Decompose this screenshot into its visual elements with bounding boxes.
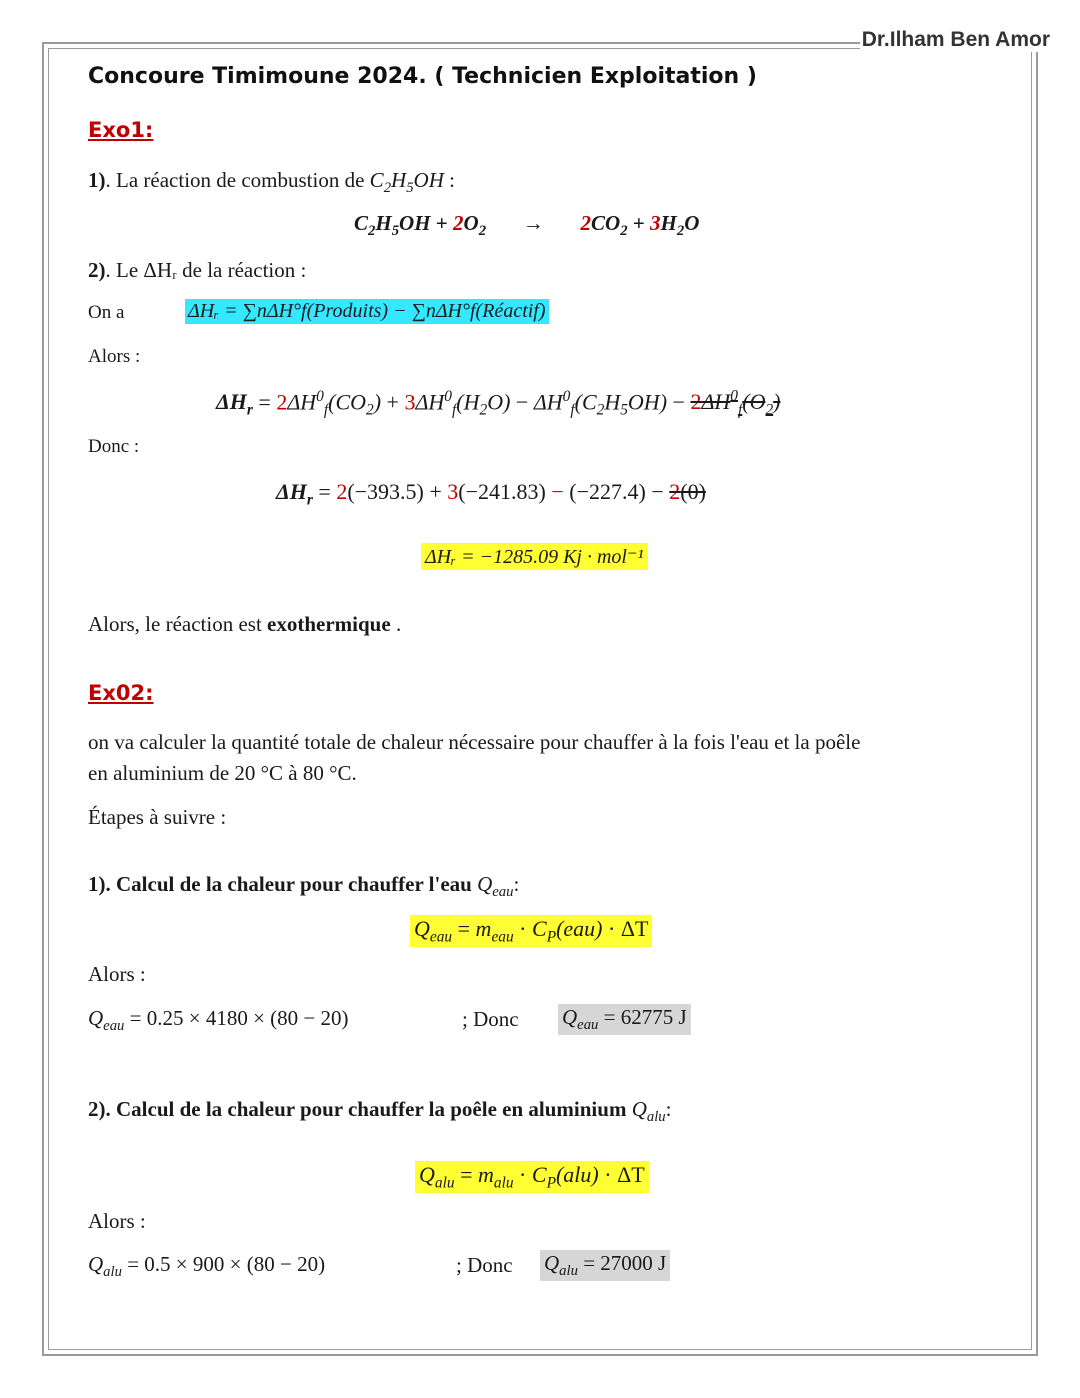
steps-label: Étapes à suivre : (88, 805, 227, 829)
donc-label-2: ; Donc (456, 1253, 513, 1277)
enthalpy-general-formula: ΔHᵣ = ∑nΔH°f(Produits) − ∑nΔH°f(Réactif) (185, 299, 549, 324)
enthalpy-expanded-formula: $\Delta H_r = 2\Delta H^0_f(CO_2) + 3\Delta H^0_f(H_2O) - \Delta H^0_f(C_2H_5OH) - 2\Delta H^0_f(O_2)$ (216, 388, 781, 419)
conclusion-post: . (390, 612, 402, 636)
q-eau-calc: $Q_{eau} = 0.25 \times 4180 \times (80 - 20)$ (88, 1006, 349, 1035)
exo1-conclusion (88, 612, 401, 637)
conclusion-bold: exothermique (267, 612, 391, 636)
author-name: Dr.Ilham Ben Amor (861, 28, 1050, 51)
on-a-label: On a (88, 302, 125, 323)
q1-number: 1) (88, 168, 106, 192)
q1-text: . La réaction de combustion de (105, 168, 370, 192)
q-eau-result-value: = 62775 J (603, 1005, 687, 1029)
donc-label-1: ; Donc (462, 1007, 519, 1031)
q-alu-result-value: = 27000 J (583, 1251, 667, 1275)
q2-number: 2) (88, 258, 106, 282)
step1-heading-text: 1). Calcul de la chaleur pour chauffer l'eau (88, 872, 472, 896)
q-alu-formula: $Q_{alu} = m_{alu} \cdot C_P(alu) \cdot \Delta T$ (415, 1161, 649, 1193)
combustion-equation: $C_2H_5OH + 2O_2 \to 2CO_2 + 3H_2O$ (354, 211, 700, 240)
q2-text: . Le ΔHᵣ de la réaction : (105, 258, 307, 282)
exo2-intro-line2: en aluminium de 20 °C à 80 °C. (88, 761, 357, 785)
q1-tail: : (443, 168, 455, 192)
enthalpy-numeric: $\Delta H_r = 2(-393.5) + 3(-241.83) - (-227.4) - 2(0)$ (276, 479, 706, 509)
q-eau-calc-value: = 0.25 × 4180 × (80 − 20) (129, 1006, 349, 1030)
alors-label-1: Alors : (88, 346, 141, 367)
alors-label-3: Alors : (88, 1209, 146, 1233)
q-alu-calc-value: = 0.5 × 900 × (80 − 20) (127, 1252, 326, 1276)
q-eau-result: $Q_{eau} = 62775$ J (558, 1004, 691, 1035)
donc-label: Donc : (88, 436, 140, 457)
step2-heading-text: 2). Calcul de la chaleur pour chauffer la poêle en aluminium (88, 1097, 627, 1121)
exo1-question1 (88, 168, 455, 197)
conclusion-pre: Alors, le réaction est (88, 612, 268, 636)
q-eau-formula: $Q_{eau} = m_{eau} \cdot C_P(eau) \cdot \Delta T$ (410, 915, 652, 947)
alors-label-2: Alors : (88, 962, 146, 986)
exo2-heading: Ex02: (88, 681, 154, 705)
step1-heading: 1). Calcul de la chaleur pour chauffer l'eau $Q_{eau}$: (88, 872, 520, 901)
page-frame-inner (48, 48, 1032, 1350)
exo1-question2 (88, 258, 306, 283)
q-alu-calc: $Q_{alu} = 0.5 \times 900 \times (80 - 20)$ (88, 1252, 326, 1281)
document-title: Concoure Timimoune 2024. ( Technicien Exploitation ) (88, 64, 757, 89)
q-alu-symbol: $Q_{alu}$ (631, 1097, 666, 1126)
q-alu-result: $Q_{alu} = 27000$ J (540, 1250, 670, 1281)
ethanol-formula: $C_2H_5OH$ (369, 168, 444, 197)
step2-heading: 2). Calcul de la chaleur pour chauffer la poêle en aluminium $Q_{alu}$: (88, 1097, 672, 1126)
exo2-intro-line1: on va calculer la quantité totale de chaleur nécessaire pour chauffer à la fois l'eau et la poêle (88, 730, 861, 754)
q-eau-symbol: $Q_{eau}$ (477, 872, 514, 901)
enthalpy-result: ΔHᵣ = −1285.09 Kj · mol⁻¹ (421, 543, 648, 570)
exo1-heading: Exo1: (88, 118, 154, 142)
